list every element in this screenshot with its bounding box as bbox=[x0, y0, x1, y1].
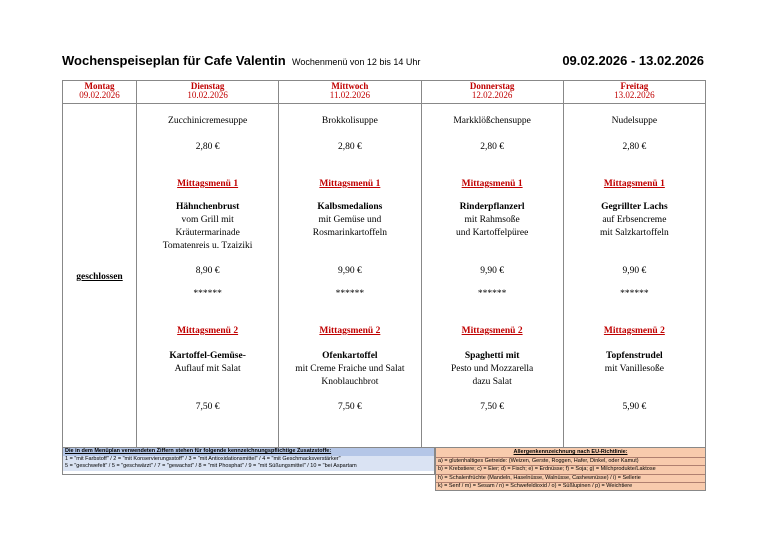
menu2-desc-line: Knoblauchbrot bbox=[321, 377, 379, 387]
menu1-price: 9,90 € bbox=[622, 266, 647, 276]
menu2-title: Spaghetti mit bbox=[464, 351, 520, 361]
day-header-tuesday bbox=[137, 81, 279, 104]
menu2-title: Ofenkartoffel bbox=[322, 351, 378, 361]
menu2-price: 5,90 € bbox=[622, 402, 647, 412]
menu1-title: Rinderpflanzerl bbox=[459, 202, 525, 212]
menu1-title: Hähnchenbrust bbox=[175, 202, 240, 212]
menu1-desc-line: und Kartoffelpüree bbox=[455, 228, 529, 238]
menu1-desc-line: Rosmarinkartoffeln bbox=[312, 228, 387, 238]
day-header-thursday bbox=[421, 81, 563, 104]
additives-legend-heading: Die in dem Menüplan verwendeten Ziffern stehen für folgende kennzeichnungspflichtige Zusatzstoffe: bbox=[63, 448, 434, 456]
day-date: 10.02.2026 bbox=[187, 90, 228, 100]
day-name: Donnerstag bbox=[469, 81, 515, 91]
soup-name: Nudelsuppe bbox=[611, 116, 658, 126]
soup-price: 2,80 € bbox=[195, 142, 220, 152]
day-name: Freitag bbox=[620, 81, 649, 91]
day-cell-friday bbox=[563, 104, 705, 449]
day-name: Mittwoch bbox=[331, 81, 369, 91]
menu2-price: 7,50 € bbox=[480, 402, 504, 412]
day-date: 11.02.2026 bbox=[329, 90, 370, 100]
allergen-legend-line: k) = Senf / m) = Sesam / n) = Schwefeldioxid / o) = Süßlupinen / p) = Weichtiere bbox=[436, 482, 705, 491]
soup-price: 2,80 € bbox=[480, 142, 504, 152]
menu2-desc-line: mit Vanillesoße bbox=[604, 364, 664, 374]
day-header-friday bbox=[563, 81, 705, 104]
page-subtitle: Wochenmenü von 12 bis 14 Uhr bbox=[292, 57, 421, 67]
menu2-price: 7,50 € bbox=[195, 402, 220, 412]
separator: ****** bbox=[335, 289, 365, 299]
page-title: Wochenspeiseplan für Cafe Valentin bbox=[62, 53, 286, 68]
menu1-desc-line: Tomatenreis u. Tzaiziki bbox=[162, 241, 253, 251]
soup-name: Zucchinicremesuppe bbox=[168, 116, 248, 126]
day-cell-thursday bbox=[421, 104, 563, 449]
menu1-desc-line: auf Erbsencreme bbox=[602, 215, 667, 225]
menu1-price: 9,90 € bbox=[338, 266, 362, 276]
allergen-legend-line: b) = Krebstiere; c) = Eier; d) = Fisch; e) = Erdnüsse; f) = Soja; g) = Milchprodukte/Laktose bbox=[436, 465, 705, 474]
menu1-price: 8,90 € bbox=[195, 266, 220, 276]
menu1-desc-line: vom Grill mit bbox=[181, 215, 234, 225]
day-cell-tuesday bbox=[137, 104, 279, 449]
menu2-desc-line: Auflauf mit Salat bbox=[174, 364, 241, 374]
day-cell-wednesday bbox=[279, 104, 421, 449]
soup-price: 2,80 € bbox=[338, 142, 362, 152]
separator: ****** bbox=[193, 289, 222, 299]
day-date: 12.02.2026 bbox=[471, 90, 513, 100]
additives-legend-line: 1 = "mit Farbstoff" / 2 = "mit Konservierungsstoff" / 3 = "mit Antioxidationsmittel" / 4 = "mit Geschmacksverstärker" bbox=[63, 456, 434, 464]
day-name: Dienstag bbox=[190, 81, 225, 91]
menu2-title: Kartoffel-Gemüse- bbox=[169, 351, 246, 361]
day-header-wednesday bbox=[279, 81, 421, 104]
menu1-desc-line: mit Rahmsoße bbox=[464, 215, 520, 225]
menu2-label: Mittagsmenü 2 bbox=[177, 326, 239, 336]
day-date: 09.02.2026 bbox=[79, 90, 120, 100]
day-header-row bbox=[63, 81, 706, 104]
menu2-label: Mittagsmenü 2 bbox=[603, 326, 665, 336]
soup-price: 2,80 € bbox=[622, 142, 647, 152]
menu2-label: Mittagsmenü 2 bbox=[319, 326, 381, 336]
soup-name: Brokkolisuppe bbox=[321, 116, 378, 126]
soup-name: Markklößchensuppe bbox=[453, 116, 531, 126]
menu1-label: Mittagsmenü 1 bbox=[461, 179, 523, 189]
separator: ****** bbox=[620, 289, 649, 299]
day-header-monday bbox=[63, 81, 137, 104]
allergen-legend-heading: Allergenkennzeichnung nach EU-Richtlinie: bbox=[513, 449, 628, 455]
separator: ****** bbox=[477, 289, 507, 299]
menu2-desc-line: dazu Salat bbox=[472, 377, 512, 387]
menu1-label: Mittagsmenü 1 bbox=[319, 179, 381, 189]
menu2-desc-line: mit Creme Fraiche und Salat bbox=[295, 364, 405, 374]
menu-table bbox=[62, 80, 706, 449]
menu1-title: Gegrillter Lachs bbox=[601, 202, 668, 212]
date-range: 09.02.2026 - 13.02.2026 bbox=[562, 53, 704, 68]
menu2-title: Topfenstrudel bbox=[606, 351, 663, 361]
menu1-desc-line: Kräutermarinade bbox=[175, 228, 240, 238]
menu1-label: Mittagsmenü 1 bbox=[603, 179, 665, 189]
day-name: Montag bbox=[84, 81, 115, 91]
additives-legend bbox=[62, 447, 435, 475]
menu1-desc-line: mit Salzkartoffeln bbox=[600, 228, 669, 238]
menu1-desc-line: mit Gemüse und bbox=[318, 215, 382, 225]
menu2-desc-line: Pesto und Mozzarella bbox=[450, 364, 534, 374]
menu1-title: Kalbsmedalions bbox=[317, 202, 383, 212]
day-cell-monday bbox=[63, 104, 137, 449]
menu1-label: Mittagsmenü 1 bbox=[177, 179, 239, 189]
menu2-price: 7,50 € bbox=[338, 402, 362, 412]
day-date: 13.02.2026 bbox=[614, 90, 655, 100]
menu2-label: Mittagsmenü 2 bbox=[461, 326, 523, 336]
menu1-price: 9,90 € bbox=[480, 266, 504, 276]
allergen-legend bbox=[435, 447, 706, 491]
menu-body-row bbox=[63, 104, 706, 449]
closed-label: geschlossen bbox=[76, 272, 123, 282]
allergen-legend-line: a) = glutenhaltiges Getreide: (Weizen, Gerste, Roggen, Hafer, Dinkel, oder Kamut) bbox=[436, 457, 705, 466]
allergen-legend-line: h) = Schalenfrüchte (Mandeln, Haselnüsse, Walnüsse, Cashewnüsse) / i) = Sellerie bbox=[436, 474, 705, 483]
additives-legend-line: 5 = "geschwefelt" / 5 = "geschwärzt" / 7 = "gewachst" / 8 = "mit Phosphat" / 9 = "mit Süßungsmittel" / 10 = "bei Aspartam bbox=[63, 463, 434, 471]
